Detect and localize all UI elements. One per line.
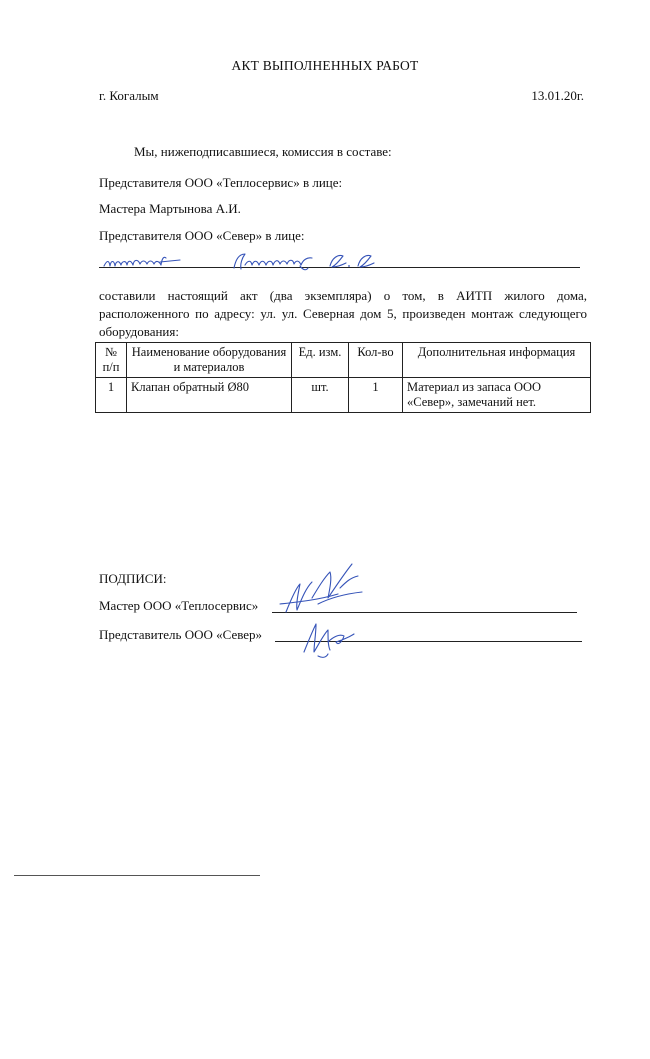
representative-1-name: Мастера Мартынова А.И. bbox=[99, 201, 241, 216]
signature-label-sever: Представитель ООО «Север» bbox=[99, 627, 263, 642]
document-date: 13.01.20г. bbox=[531, 88, 584, 103]
column-header-unit: Ед. изм. bbox=[292, 343, 349, 378]
city-label: г. Когалым bbox=[99, 88, 159, 103]
intro-paragraph: Мы, нижеподписавшиеся, комиссия в составе: bbox=[134, 144, 392, 159]
cell-quantity: 1 bbox=[349, 378, 403, 413]
equipment-table bbox=[95, 342, 591, 413]
signature-label-teploservis: Мастер ООО «Теплосервис» bbox=[99, 598, 259, 613]
signature-teploservis bbox=[278, 558, 378, 620]
representative-2-handwriting bbox=[100, 248, 390, 274]
column-header-quantity: Кол-во bbox=[349, 343, 403, 378]
cell-number: 1 bbox=[96, 378, 127, 413]
signature-sever bbox=[298, 612, 368, 662]
representative-1-label: Представителя ООО «Теплосервис» в лице: bbox=[99, 175, 343, 190]
cell-name: Клапан обратный Ø80 bbox=[127, 378, 292, 413]
table-header-row bbox=[96, 343, 591, 378]
representative-2-label: Представителя ООО «Север» в лице: bbox=[99, 228, 305, 243]
column-header-name: Наименование оборудования и материалов bbox=[127, 343, 292, 378]
cell-info: Материал из запаса ООО «Север», замечаний нет. bbox=[403, 378, 591, 413]
page-footer-divider bbox=[14, 875, 260, 876]
column-header-number: № п/п bbox=[96, 343, 127, 378]
column-header-info: Дополнительная информация bbox=[403, 343, 591, 378]
table-row bbox=[96, 378, 591, 413]
body-paragraph: составили настоящий акт (два экземпляра) о том, в АИТП жилого дома, расположенного по адресу: ул. ул. Северная дом 5, произведен монтаж следующего оборудования: bbox=[99, 288, 587, 339]
document-title: АКТ ВЫПОЛНЕННЫХ РАБОТ bbox=[231, 58, 419, 73]
cell-unit: шт. bbox=[292, 378, 349, 413]
signatures-heading: ПОДПИСИ: bbox=[99, 571, 167, 586]
